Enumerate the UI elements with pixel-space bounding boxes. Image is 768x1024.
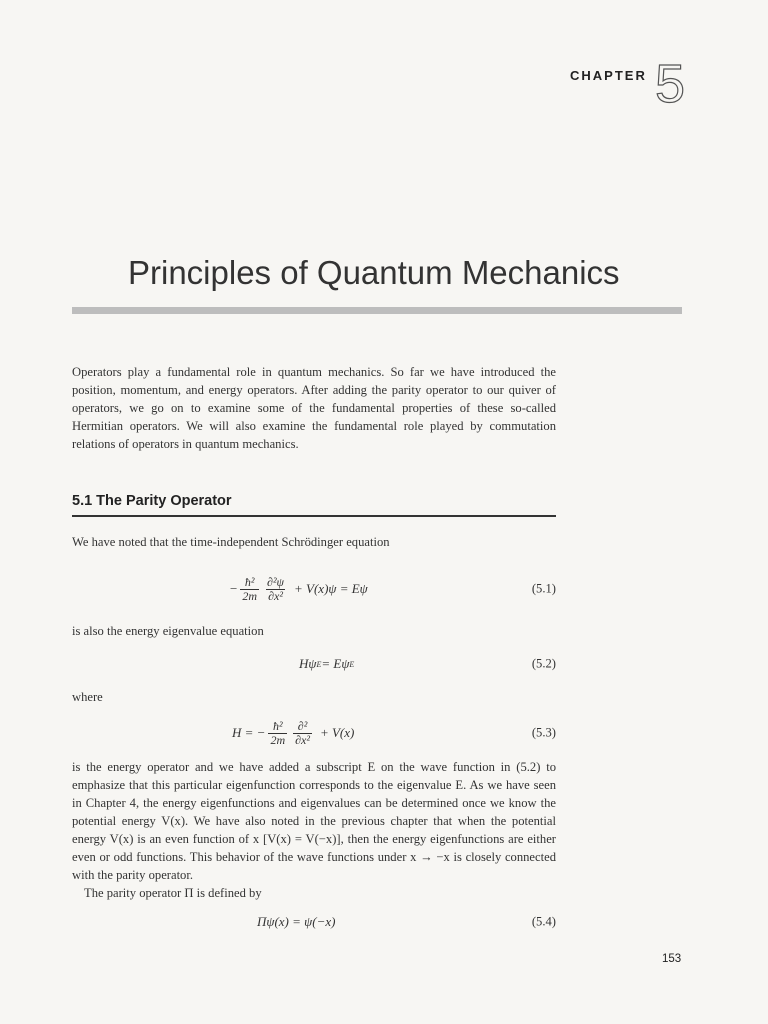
equation-number-5-4: (5.4) xyxy=(531,914,556,929)
equation-5-3-expression xyxy=(232,713,354,753)
equation-number-5-3: (5.3) xyxy=(531,725,556,740)
eq3-rest: + V(x) xyxy=(319,725,355,740)
page-number: 153 xyxy=(662,953,682,965)
paragraph-2: is also the energy eigenvalue equation xyxy=(72,624,264,638)
chapter-number: 5 xyxy=(655,54,686,114)
paragraph-1: We have noted that the time-independent Schrödinger equation xyxy=(72,535,390,549)
eq3-frac1-denominator: 2m xyxy=(270,732,286,747)
eq1-frac2-denominator: ∂x² xyxy=(268,588,283,603)
eq1-frac2-numerator: ∂²ψ xyxy=(267,574,284,589)
chapter-label: CHAPTER xyxy=(570,68,647,83)
title-rule xyxy=(72,307,682,314)
paragraph-5: The parity operator Π is defined by xyxy=(84,886,262,900)
eq3-fraction-hbar xyxy=(268,720,287,747)
eq3-frac1-numerator: ħ² xyxy=(272,718,283,733)
equation-number-5-1: (5.1) xyxy=(531,581,556,596)
eq2-lhs-subscript: E xyxy=(316,659,322,669)
eq3-frac2-denominator: ∂x² xyxy=(295,732,310,747)
eq2-mid: = Eψ xyxy=(321,656,350,671)
eq1-rest: + V(x)ψ = Eψ xyxy=(294,581,368,596)
equation-5-3 xyxy=(72,713,556,753)
equation-5-4-expression: Πψ(x) = ψ(−x) xyxy=(257,914,336,929)
eq1-minus: − xyxy=(230,581,238,596)
equation-5-4 xyxy=(72,902,556,942)
paragraph-4: is the energy operator and we have added a subscript E on the wave function in (5.2) to emphasize that this particular eigenfunction corresponds to the eigenvalue E. As we have seen in Chapter 4, the energy eigenfunctions and eigenvalues can be determined once we know the potential energy V(x). We have also noted in the previous chapter that when the potential energy V(x) is an even function of x [V(x) = V(−x)], then the energy eigenfunctions are either even or odd functions. This behavior of the wave functions under x → −x is closely connected with the parity operator. xyxy=(72,760,556,882)
chapter-title: Principles of Quantum Mechanics xyxy=(128,254,620,291)
eq3-lhs: H = − xyxy=(232,725,266,740)
equation-5-1 xyxy=(72,569,556,609)
eq1-fraction-derivative xyxy=(265,576,286,603)
eq1-fraction-hbar xyxy=(240,576,259,603)
eq3-frac2-numerator: ∂² xyxy=(297,718,308,733)
intro-paragraph: Operators play a fundamental role in quantum mechanics. So far we have introduced the position, momentum, and energy operators. After adding the parity operator to our quiver of operators, we go on to examine some of the fundamental properties of these so-called Hermitian operators. We will also examine the fundamental role played by commutation relations of operators in quantum mechanics. xyxy=(72,365,556,451)
eq1-frac1-denominator: 2m xyxy=(242,588,258,603)
equation-5-2-expression xyxy=(299,644,354,684)
eq3-fraction-derivative xyxy=(293,720,312,747)
equation-number-5-2: (5.2) xyxy=(531,656,556,671)
paragraph-3: where xyxy=(72,690,103,704)
section-heading: 5.1 The Parity Operator xyxy=(72,493,232,509)
equation-5-1-expression xyxy=(230,569,368,609)
section-rule xyxy=(72,515,556,517)
eq2-lhs: Hψ xyxy=(299,656,317,671)
equation-5-2 xyxy=(72,644,556,684)
eq1-frac1-numerator: ħ² xyxy=(244,574,255,589)
eq2-rhs-subscript: E xyxy=(349,659,355,669)
